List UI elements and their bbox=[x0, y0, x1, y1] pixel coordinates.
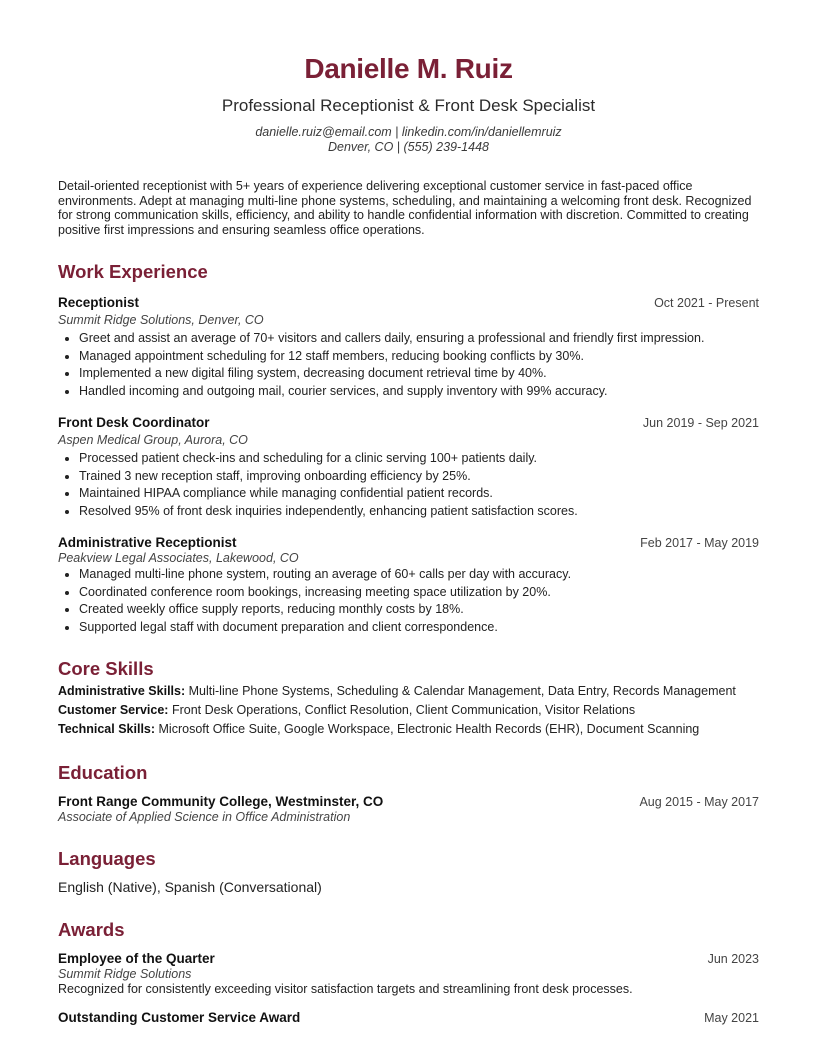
job-entry bbox=[58, 295, 759, 400]
section-title-education: Education bbox=[58, 762, 148, 783]
job-bullet: • Managed multi-line phone system, routing an average of 60+ calls per day with accuracy. bbox=[79, 566, 759, 584]
job-dates: Feb 2017 - May 2019 bbox=[640, 536, 759, 550]
section-title-languages: Languages bbox=[58, 848, 156, 869]
job-entry bbox=[58, 415, 759, 520]
job-bullet: • Managed appointment scheduling for 12 staff members, reducing booking conflicts by 30%. bbox=[79, 348, 759, 366]
job-bullet: • Created weekly office supply reports, reducing monthly costs by 18%. bbox=[79, 601, 759, 619]
job-bullet: • Implemented a new digital filing system, decreasing document retrieval time by 40%. bbox=[79, 365, 759, 383]
job-bullet: • Coordinated conference room bookings, increasing meeting space utilization by 20%. bbox=[79, 584, 759, 602]
job-bullet: • Trained 3 new reception staff, improving onboarding efficiency by 25%. bbox=[79, 468, 759, 486]
education-dates: Aug 2015 - May 2017 bbox=[639, 795, 759, 809]
award-entry bbox=[58, 1010, 759, 1025]
job-bullet: • Handled incoming and outgoing mail, courier services, and supply inventory with 99% accuracy. bbox=[79, 383, 759, 401]
skill-value: Multi-line Phone Systems, Scheduling & Calendar Management, Data Entry, Records Management bbox=[188, 684, 736, 698]
job-company: Aspen Medical Group, Aurora, CO bbox=[58, 433, 248, 447]
skill-label: Customer Service: bbox=[58, 703, 169, 717]
skill-value: Microsoft Office Suite, Google Workspace, Electronic Health Records (EHR), Document Scanning bbox=[158, 722, 700, 736]
job-dates: Oct 2021 - Present bbox=[654, 296, 759, 310]
job-bullet: • Maintained HIPAA compliance while managing confidential patient records. bbox=[79, 485, 759, 503]
award-entry bbox=[58, 951, 759, 996]
job-dates: Jun 2019 - Sep 2021 bbox=[642, 416, 759, 430]
job-title: Front Desk Coordinator bbox=[58, 415, 210, 430]
job-bullet: • Supported legal staff with document preparation and client correspondence. bbox=[79, 619, 759, 637]
job-bullets bbox=[58, 330, 759, 400]
job-bullet: • Greet and assist an average of 70+ visitors and callers daily, ensuring a professional and friendly first impression. bbox=[79, 330, 759, 348]
languages-text: English (Native), Spanish (Conversational) bbox=[58, 879, 322, 895]
education-degree: Associate of Applied Science in Office Administration bbox=[58, 810, 351, 824]
skill-value: Front Desk Operations, Conflict Resolution, Client Communication, Visitor Relations bbox=[171, 703, 636, 717]
contact-line-email-linkedin: danielle.ruiz@email.com | linkedin.com/in/daniellemruiz bbox=[255, 125, 562, 139]
award-org: Summit Ridge Solutions bbox=[58, 967, 192, 981]
job-bullets bbox=[58, 566, 759, 636]
skill-line bbox=[58, 722, 759, 737]
section-title-awards: Awards bbox=[58, 919, 125, 940]
education-entry bbox=[58, 794, 759, 824]
award-date: May 2021 bbox=[704, 1011, 759, 1025]
skill-label: Administrative Skills: bbox=[58, 684, 186, 698]
contact-line-location-phone: Denver, CO | (555) 239-1448 bbox=[328, 140, 489, 154]
job-company: Peakview Legal Associates, Lakewood, CO bbox=[58, 551, 299, 565]
job-company: Summit Ridge Solutions, Denver, CO bbox=[58, 313, 264, 327]
job-title: Receptionist bbox=[58, 295, 140, 310]
contact-info bbox=[58, 125, 759, 155]
skill-line bbox=[58, 684, 759, 699]
candidate-headline: Professional Receptionist & Front Desk Specialist bbox=[221, 96, 596, 115]
job-bullet: • Resolved 95% of front desk inquiries independently, enhancing patient satisfaction scores. bbox=[79, 503, 759, 521]
job-bullet: • Processed patient check-ins and scheduling for a clinic serving 100+ patients daily. bbox=[79, 450, 759, 468]
skills-list bbox=[58, 684, 759, 737]
summary-paragraph: Detail-oriented receptionist with 5+ years of experience delivering exceptional customer service in fast-paced office environments. Adept at managing multi-line phone systems, scheduling, and maintaining a welcoming front desk. Recognized for strong communication skills, efficiency, and ability to handle confidential information with discretion. Committed to creating positive first impressions and ensuring seamless office operations. bbox=[58, 179, 752, 237]
job-entry bbox=[58, 535, 759, 636]
award-title: Outstanding Customer Service Award bbox=[58, 1010, 301, 1025]
resume-page bbox=[58, 0, 759, 1025]
skill-line bbox=[58, 703, 759, 718]
job-title: Administrative Receptionist bbox=[58, 535, 237, 550]
section-title-work: Work Experience bbox=[58, 261, 208, 282]
award-title: Employee of the Quarter bbox=[58, 951, 215, 966]
job-bullets bbox=[58, 450, 759, 520]
education-school: Front Range Community College, Westminster, CO bbox=[58, 794, 384, 809]
award-description: Recognized for consistently exceeding visitor satisfaction targets and streamlining front desk processes. bbox=[58, 982, 633, 996]
skill-label: Technical Skills: bbox=[58, 722, 156, 736]
award-date: Jun 2023 bbox=[707, 952, 759, 966]
candidate-name: Danielle M. Ruiz bbox=[304, 53, 513, 84]
section-title-skills: Core Skills bbox=[58, 658, 154, 679]
